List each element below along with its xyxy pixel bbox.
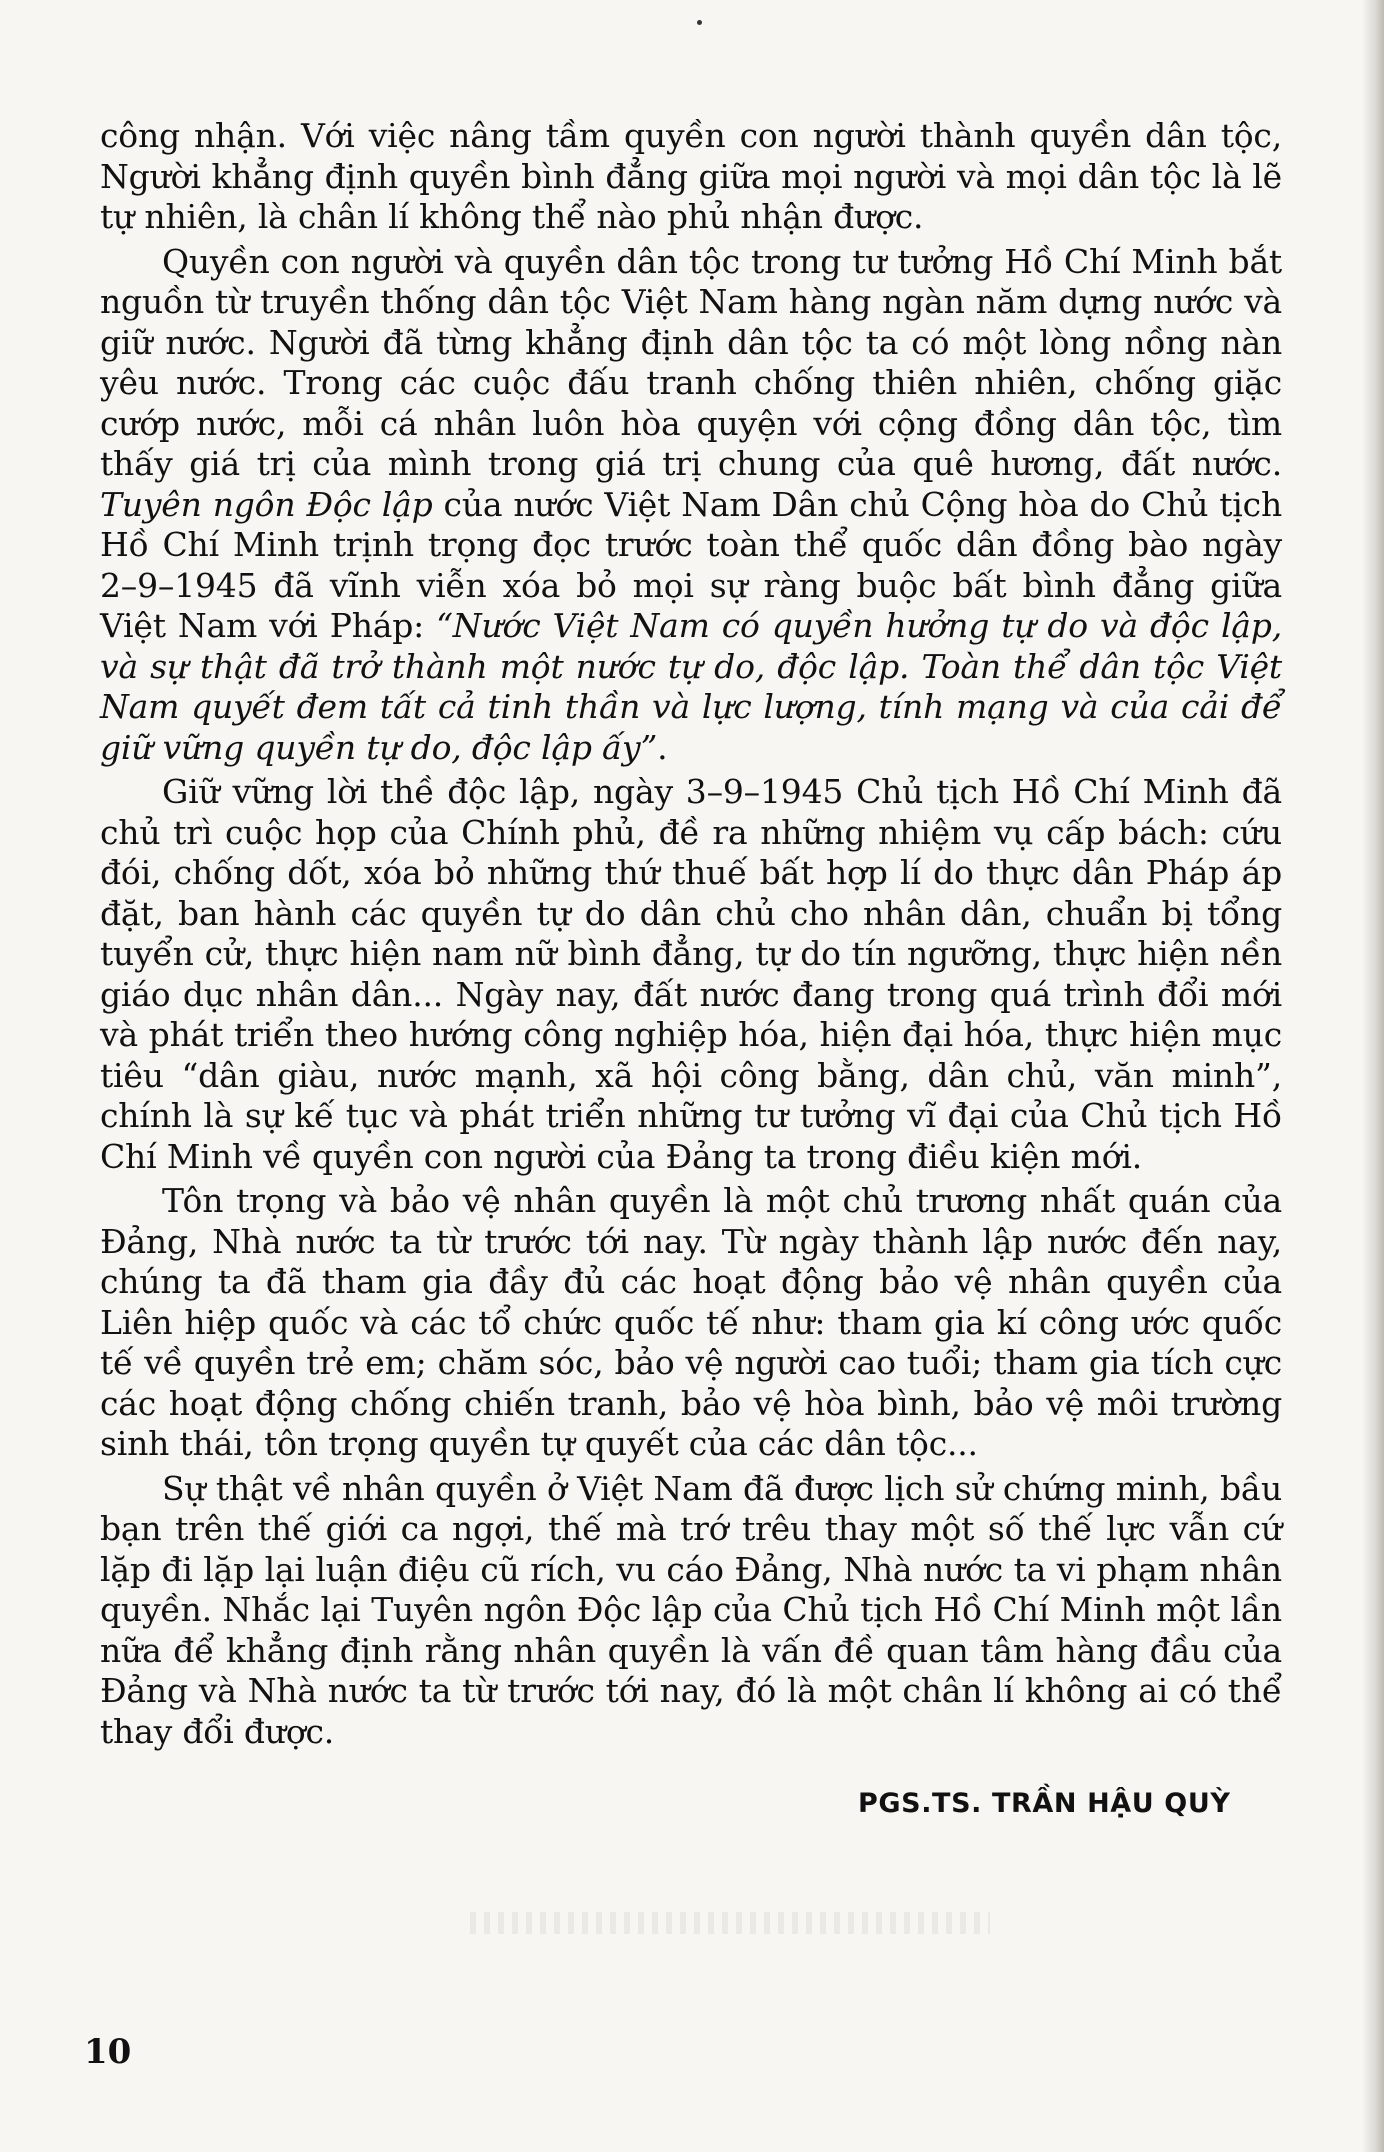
- author-signature: PGS.TS. TRẦN HẬU QUỲ: [858, 1788, 1231, 1819]
- text-run: của nước Việt Nam Dân chủ Cộng hòa do Chủ tịch Hồ Chí Minh trịnh trọng đọc trước toàn thể quốc dân đồng bào ngày 2–9–1945 đã vĩnh viễn xóa bỏ mọi sự ràng buộc bất bình đẳng giữa Việt Nam với Pháp:: [100, 484, 1282, 645]
- speck-mark: [697, 20, 702, 25]
- page-edge-shadow: [1362, 0, 1384, 2152]
- paragraph-4: [100, 1181, 1282, 1465]
- text-run: .: [657, 727, 668, 767]
- italic-text-run: Tuyên ngôn Độc lập: [100, 484, 433, 524]
- paragraph-2: [100, 242, 1282, 769]
- text-run: Giữ vững lời thề độc lập, ngày 3–9–1945 Chủ tịch Hồ Chí Minh đã chủ trì cuộc họp của Chính phủ, đề ra những nhiệm vụ cấp bách: cứu đói, chống dốt, xóa bỏ những thứ thuế bất hợp lí do thực dân Pháp áp đặt, ban hành các quyền tự do dân chủ cho nhân dân, chuẩn bị tổng tuyển cử, thực hiện nam nữ bình đẳng, tự do tín ngưỡng, thực hiện nền giáo dục nhân dân... Ngày nay, đất nước đang trong quá trình đổi mới và phát triển theo hướng công nghiệp hóa, hiện đại hóa, thực hiện mục tiêu “dân giàu, nước mạnh, xã hội công bằng, dân chủ, văn minh”, chính là sự kế tục và phát triển những tư tưởng vĩ đại của Chủ tịch Hồ Chí Minh về quyền con người của Đảng ta trong điều kiện mới.: [100, 772, 1282, 1176]
- text-run: công nhận. Với việc nâng tầm quyền con người thành quyền dân tộc, Người khẳng định quyền bình đẳng giữa mọi người và mọi dân tộc là lẽ tự nhiên, là chân lí không thể nào phủ nhận được.: [100, 116, 1282, 236]
- faint-bleed-through: [470, 1912, 990, 1934]
- page-number: 10: [84, 2032, 132, 2072]
- text-run: Sự thật về nhân quyền ở Việt Nam đã được lịch sử chứng minh, bầu bạn trên thế giới ca ngợi, thế mà trớ trêu thay một số thế lực vẫn cứ lặp đi lặp lại luận điệu cũ rích, vu cáo Đảng, Nhà nước ta vi phạm nhân quyền. Nhắc lại Tuyên ngôn Độc lập của Chủ tịch Hồ Chí Minh một lần nữa để khẳng định rằng nhân quyền là vấn đề quan tâm hàng đầu của Đảng và Nhà nước ta từ trước tới nay, đó là một chân lí không ai có thể thay đổi được.: [100, 1468, 1282, 1751]
- italic-text-run: “Nước Việt Nam có quyền hưởng tự do và độc lập, và sự thật đã trở thành một nước tự do, độc lập. Toàn thể dân tộc Việt Nam quyết đem tất cả tinh thần và lực lượng, tính mạng và của cải để giữ vững quyền tự do, độc lập ấy”: [100, 606, 1282, 767]
- paragraph-3: [100, 772, 1282, 1177]
- paragraph-1: [100, 116, 1282, 238]
- text-run: Tôn trọng và bảo vệ nhân quyền là một chủ trương nhất quán của Đảng, Nhà nước ta từ trước tới nay. Từ ngày thành lập nước đến nay, chúng ta đã tham gia đầy đủ các hoạt động bảo vệ nhân quyền của Liên hiệp quốc và các tổ chức quốc tế như: tham gia kí công ước quốc tế về quyền trẻ em; chăm sóc, bảo vệ người cao tuổi; tham gia tích cực các hoạt động chống chiến tranh, bảo vệ hòa bình, bảo vệ môi trường sinh thái, tôn trọng quyền tự quyết của các dân tộc...: [100, 1181, 1282, 1463]
- text-run: Quyền con người và quyền dân tộc trong tư tưởng Hồ Chí Minh bắt nguồn từ truyền thống dân tộc Việt Nam hàng ngàn năm dựng nước và giữ nước. Người đã từng khẳng định dân tộc ta có một lòng nồng nàn yêu nước. Trong các cuộc đấu tranh chống thiên nhiên, chống giặc cướp nước, mỗi cá nhân luôn hòa quyện với cộng đồng dân tộc, tìm thấy giá trị của mình trong giá trị chung của quê hương, đất nước.: [100, 241, 1282, 483]
- paragraph-5: [100, 1469, 1282, 1753]
- body-text: [100, 116, 1282, 1756]
